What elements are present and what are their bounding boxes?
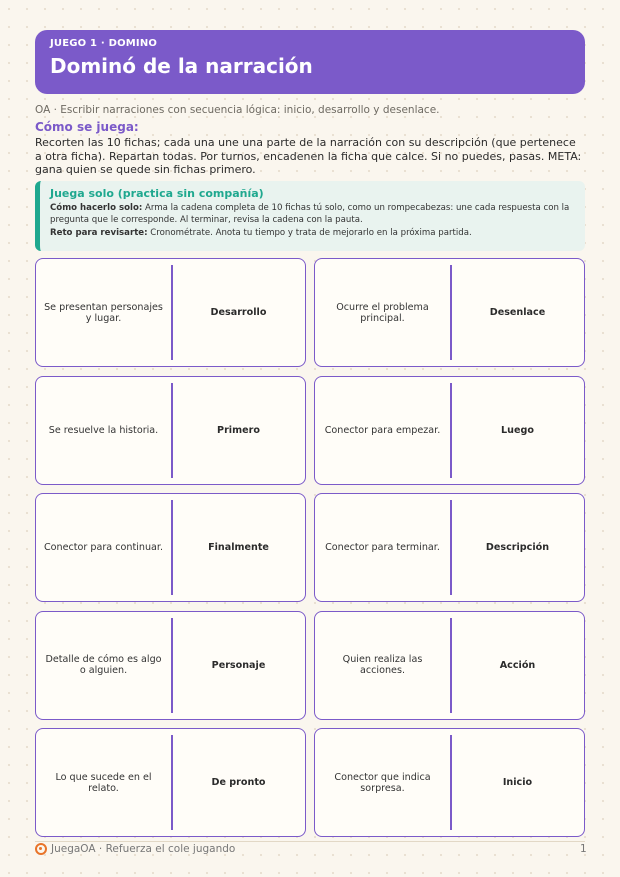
domino-card <box>314 493 585 602</box>
domino-term: Descripción <box>485 542 550 553</box>
solo-challenge-line <box>50 228 575 240</box>
domino-description: Detalle de cómo es algo o alguien. <box>45 654 162 676</box>
domino-card <box>314 258 585 367</box>
domino-card <box>35 493 306 602</box>
domino-term: Primero <box>217 424 260 436</box>
footer-divider <box>35 841 585 842</box>
domino-term: Finalmente <box>208 542 269 553</box>
domino-description: Quien realiza las acciones. <box>342 654 423 676</box>
domino-card <box>314 376 585 485</box>
page-header <box>35 30 585 94</box>
learning-objective: OA · Escribir narraciones con secuencia lógica: inicio, desarrollo y desenlace. <box>35 104 440 116</box>
domino-card <box>35 728 306 837</box>
domino-term: Inicio <box>502 777 533 788</box>
domino-description: Ocurre el problema principal. <box>336 301 429 324</box>
domino-card <box>35 376 306 485</box>
solo-how-line <box>50 203 575 226</box>
domino-card <box>314 611 585 720</box>
domino-term: Desarrollo <box>210 307 267 318</box>
solo-title: Juega solo (practica sin compañía) <box>50 187 264 200</box>
domino-card <box>314 728 585 837</box>
domino-description: Conector que indica sorpresa. <box>334 771 431 794</box>
footer-brand: JuegaOA · Refuerza el cole jugando <box>51 843 236 855</box>
solo-challenge-text: Cronométrate. Anota tu tiempo y trata de mejorarlo en la próxima partida. <box>147 228 472 238</box>
domino-description: Conector para empezar. <box>324 424 441 436</box>
solo-how-label: Cómo hacerlo solo: <box>50 203 143 213</box>
domino-description: Lo que sucede en el relato. <box>55 771 152 794</box>
domino-card <box>35 611 306 720</box>
domino-term: Personaje <box>211 659 266 671</box>
how-to-play-title: Cómo se juega: <box>35 120 139 134</box>
domino-term: Luego <box>501 424 534 436</box>
brand-logo-icon <box>35 843 47 855</box>
footer <box>35 843 235 855</box>
page-title: Dominó de la narración <box>50 54 313 78</box>
domino-term: De pronto <box>211 777 266 788</box>
domino-description: Conector para terminar. <box>325 542 440 553</box>
page-number: 1 <box>580 843 587 855</box>
game-kicker: JUEGO 1 · DOMINO <box>50 38 158 49</box>
solo-play-box <box>35 181 585 251</box>
solo-challenge-label: Reto para revisarte: <box>50 228 148 238</box>
domino-description: Conector para continuar. <box>43 542 164 553</box>
how-to-play-text: Recorten las 10 fichas; cada una une una parte de la narración con su descripción (que pertenece a otra ficha). Repartan todas. Por turnos, encadenen la ficha que calce. Si no puedes, pasas. META: gana quien se quede sin fichas primero. <box>35 136 582 177</box>
domino-term: Acción <box>499 659 536 671</box>
solo-how-text: Arma la cadena completa de 10 fichas tú solo, como un rompecabezas: une cada respuesta con la pregunta que le corresponde. Al terminar, revisa la cadena con la pauta. <box>50 203 570 225</box>
domino-term: Desenlace <box>489 307 546 318</box>
domino-description: Se presentan personajes y lugar. <box>44 301 163 324</box>
domino-description: Se resuelve la historia. <box>48 424 159 436</box>
domino-card <box>35 258 306 367</box>
